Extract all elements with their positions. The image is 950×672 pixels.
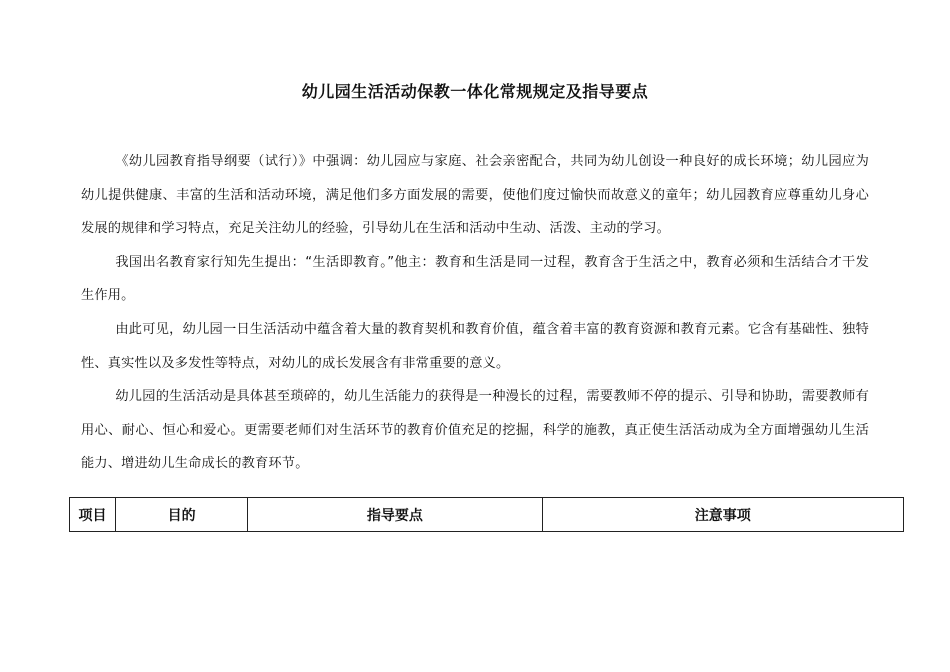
paragraph: 我国出名教育家行知先生提出：“生活即教育。”他主：教育和生活是同一过程，教育含于生活之中，教育必须和生活结合才干发生作用。: [81, 254, 869, 304]
column-header-goal: 目的: [116, 498, 248, 532]
document-title: 幼儿园生活活动保教一体化常规规定及指导要点: [301, 82, 649, 101]
guide-table-container: [69, 497, 904, 532]
paragraph: 《幼儿园教育指导纲要（试行）》中强调：幼儿园应与家庭、社会亲密配合，共同为幼儿创设一种良好的成长环境；幼儿园应为幼儿提供健康、丰富的生活和活动环境，满足他们多方面发展的需要，使他们度过愉快而故意义的童年；幼儿园教育应尊重幼儿身心发展的规律和学习特点，充足关注幼儿的经验，引导幼儿在生活和活动中生动、活泼、主动的学习。: [81, 154, 869, 237]
column-header-notes: 注意事项: [542, 498, 903, 532]
document-body: [81, 145, 869, 481]
column-header-key-points: 指导要点: [248, 498, 542, 532]
paragraph: 由此可见，幼儿园一日生活活动中蕴含着大量的教育契机和教育价值，蕴含着丰富的教育资源和教育元素。它含有基础性、独特性、真实性以及多发性等特点，对幼儿的成长发展含有非常重要的意义。: [81, 321, 869, 371]
table-header-row: [70, 498, 904, 532]
guide-table: [69, 497, 904, 532]
column-header-item: 项目: [70, 498, 116, 532]
paragraph: 幼儿园的生活活动是具体甚至琐碎的，幼儿生活能力的获得是一种漫长的过程，需要教师不停的提示、引导和协助，需要教师有用心、耐心、恒心和爱心。更需要老师们对生活环节的教育价值充足的挖掘，科学的施教，真正使生活活动成为全方面增强幼儿生活能力、增进幼儿生命成长的教育环节。: [81, 389, 869, 472]
